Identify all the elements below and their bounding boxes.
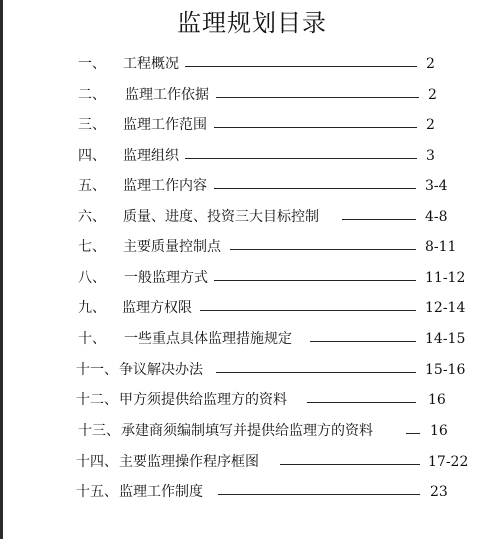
toc-entry[interactable] (0, 390, 504, 410)
toc-entry[interactable] (0, 329, 504, 349)
toc-entry-page: 12-14 (425, 300, 466, 316)
toc-leader-line (185, 66, 417, 67)
toc-entry-number: 十二、 (76, 392, 118, 408)
toc-leader-line (214, 127, 417, 128)
toc-entry-number: 二、 (78, 87, 106, 103)
toc-entry-page: 2 (426, 56, 435, 72)
toc-entry-page: 16 (430, 423, 448, 439)
toc-entry[interactable] (0, 268, 504, 288)
toc-entry-page: 2 (428, 87, 437, 103)
toc-entry[interactable] (0, 298, 504, 318)
toc-entry-number: 五、 (78, 178, 106, 194)
toc-entry[interactable] (0, 452, 504, 472)
toc-entry-title: 工程概况 (123, 56, 179, 72)
toc-entry-number: 七、 (78, 239, 106, 255)
toc-entry-page: 4-8 (425, 209, 448, 225)
toc-entry-title: 承建商须编制填写并提供给监理方的资料 (121, 423, 373, 439)
toc-entry[interactable] (0, 237, 504, 257)
toc-entry-title: 监理方权限 (122, 300, 192, 316)
toc-leader-line (216, 372, 416, 373)
toc-entry[interactable] (0, 176, 504, 196)
toc-entry[interactable] (0, 207, 504, 227)
toc-entry-title: 争议解决办法 (119, 362, 203, 378)
toc-entry-title: 质量、进度、投资三大目标控制 (123, 209, 319, 225)
toc-entry-number: 十三、 (78, 423, 120, 439)
toc-entry-number: 一、 (78, 56, 106, 72)
toc-entry-number: 八、 (78, 270, 106, 286)
toc-entry-title: 监理工作依据 (125, 87, 209, 103)
toc-entry[interactable] (0, 54, 504, 74)
toc-entry-title: 一般监理方式 (124, 270, 208, 286)
toc-leader-line (406, 433, 420, 434)
toc-entry[interactable] (0, 421, 504, 441)
toc-entry-number: 三、 (78, 117, 106, 133)
toc-entry-title: 主要质量控制点 (123, 239, 221, 255)
toc-entry[interactable] (0, 360, 504, 380)
toc-entry-title: 监理组织 (123, 148, 179, 164)
toc-leader-line (310, 341, 416, 342)
document-title: 监理规划目录 (177, 9, 327, 37)
toc-entry[interactable] (0, 482, 504, 502)
toc-entry-title: 一些重点具体监理措施规定 (124, 331, 292, 347)
toc-entry-page: 11-12 (425, 270, 466, 286)
toc-leader-line (214, 188, 416, 189)
toc-leader-line (218, 494, 420, 495)
toc-entry-title: 主要监理操作程序框图 (119, 454, 259, 470)
toc-entry-title: 甲方须提供给监理方的资料 (119, 392, 287, 408)
toc-entry-page: 15-16 (425, 362, 466, 378)
toc-entry-number: 十五、 (76, 484, 118, 500)
toc-entry-title: 监理工作范围 (123, 117, 207, 133)
toc-entry-page: 14-15 (425, 331, 466, 347)
toc-leader-line (230, 249, 416, 250)
toc-entry[interactable] (0, 85, 504, 105)
toc-entry-number: 十、 (78, 331, 106, 347)
toc-leader-line (307, 402, 416, 403)
toc-entry-page: 17-22 (428, 454, 469, 470)
toc-entry-title: 监理工作内容 (123, 178, 207, 194)
toc-entry-number: 九、 (78, 300, 106, 316)
toc-entry-page: 2 (426, 117, 435, 133)
toc-entry-number: 十一、 (76, 362, 118, 378)
toc-entry-number: 十四、 (76, 454, 118, 470)
toc-leader-line (185, 158, 417, 159)
toc-leader-line (214, 280, 416, 281)
toc-entry-page: 16 (428, 392, 446, 408)
toc-leader-line (280, 464, 420, 465)
toc-leader-line (200, 310, 416, 311)
toc-leader-line (342, 219, 416, 220)
toc-entry-page: 3 (426, 148, 435, 164)
toc-entry-page: 3-4 (425, 178, 448, 194)
toc-entry-page: 23 (430, 484, 448, 500)
toc-entry-number: 四、 (78, 148, 106, 164)
toc-entry[interactable] (0, 146, 504, 166)
toc-entry-number: 六、 (78, 209, 106, 225)
toc-entry-page: 8-11 (425, 239, 457, 255)
toc-entry-title: 监理工作制度 (119, 484, 203, 500)
toc-leader-line (216, 97, 419, 98)
toc-entry[interactable] (0, 115, 504, 135)
